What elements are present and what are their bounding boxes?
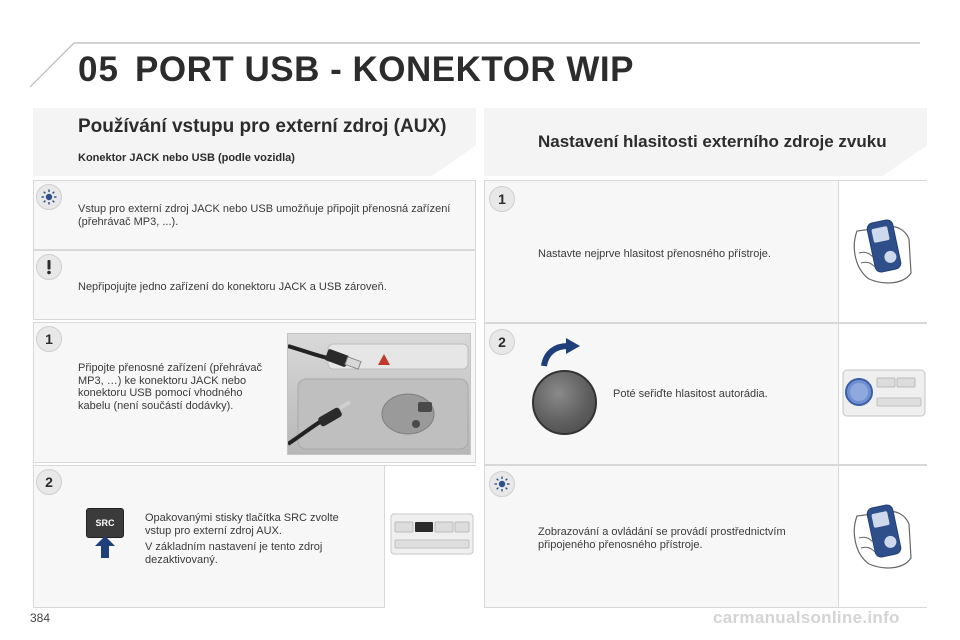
right-step1-text: Nastavte nejprve hlasitost přenosného přístroje.	[538, 248, 771, 260]
right-step2-text: Poté seřiďte hlasitost autorádia.	[613, 388, 768, 400]
sun-info-icon	[36, 184, 62, 210]
curved-arrow-icon	[540, 338, 580, 368]
radio-volume-photo	[838, 324, 927, 464]
usb-jack-photo	[287, 333, 471, 455]
step2-text-a: Opakovanými stisky tlačítka SRC zvolte vstup pro externí zdroj AUX.	[145, 512, 339, 537]
portable-player-icon	[838, 181, 927, 322]
chapter-title: PORT USB - KONEKTOR WIP	[135, 50, 634, 89]
left-panel-title: Používání vstupu pro externí zdroj (AUX)	[78, 116, 447, 137]
step-number-2: 2	[36, 469, 62, 495]
step2-text-b: V základním nastavení je tento zdroj dezaktivovaný.	[145, 541, 323, 566]
chapter-number: 05	[78, 50, 119, 89]
exclamation-icon	[36, 254, 62, 280]
right-sun-info-icon	[489, 471, 515, 497]
left-panel-subtitle: Konektor JACK nebo USB (podle vozidla)	[78, 152, 295, 164]
right-panel-title: Nastavení hlasitosti externího zdroje zvuku	[538, 132, 887, 151]
watermark: carmanualsonline.info	[713, 608, 900, 627]
right-info-text: Zobrazování a ovládání se provádí prostřednictvím připojeného přenosného přístroje.	[538, 526, 786, 551]
step1-text: Připojte přenosné zařízení (přehrávač MP3, …) ke konektoru JACK nebo konektoru USB pomocí vhodného kabelu (není součástí dodávky).	[78, 362, 263, 412]
radio-panel-photo	[384, 466, 476, 608]
right-step-number-2: 2	[489, 329, 515, 355]
page-number: 384	[30, 611, 51, 625]
right-step-number-1: 1	[489, 186, 515, 212]
volume-knob[interactable]	[532, 370, 597, 435]
src-button[interactable]: SRC	[86, 508, 124, 538]
press-arrow-icon	[95, 536, 115, 558]
step-number-1: 1	[36, 326, 62, 352]
info-text: Vstup pro externí zdroj JACK nebo USB umožňuje připojit přenosná zařízení (přehrávač MP3, ...).	[78, 203, 451, 228]
portable-player-icon-2	[838, 466, 927, 607]
warning-text: Nepřipojujte jedno zařízení do konektoru JACK a USB zároveň.	[78, 281, 387, 293]
